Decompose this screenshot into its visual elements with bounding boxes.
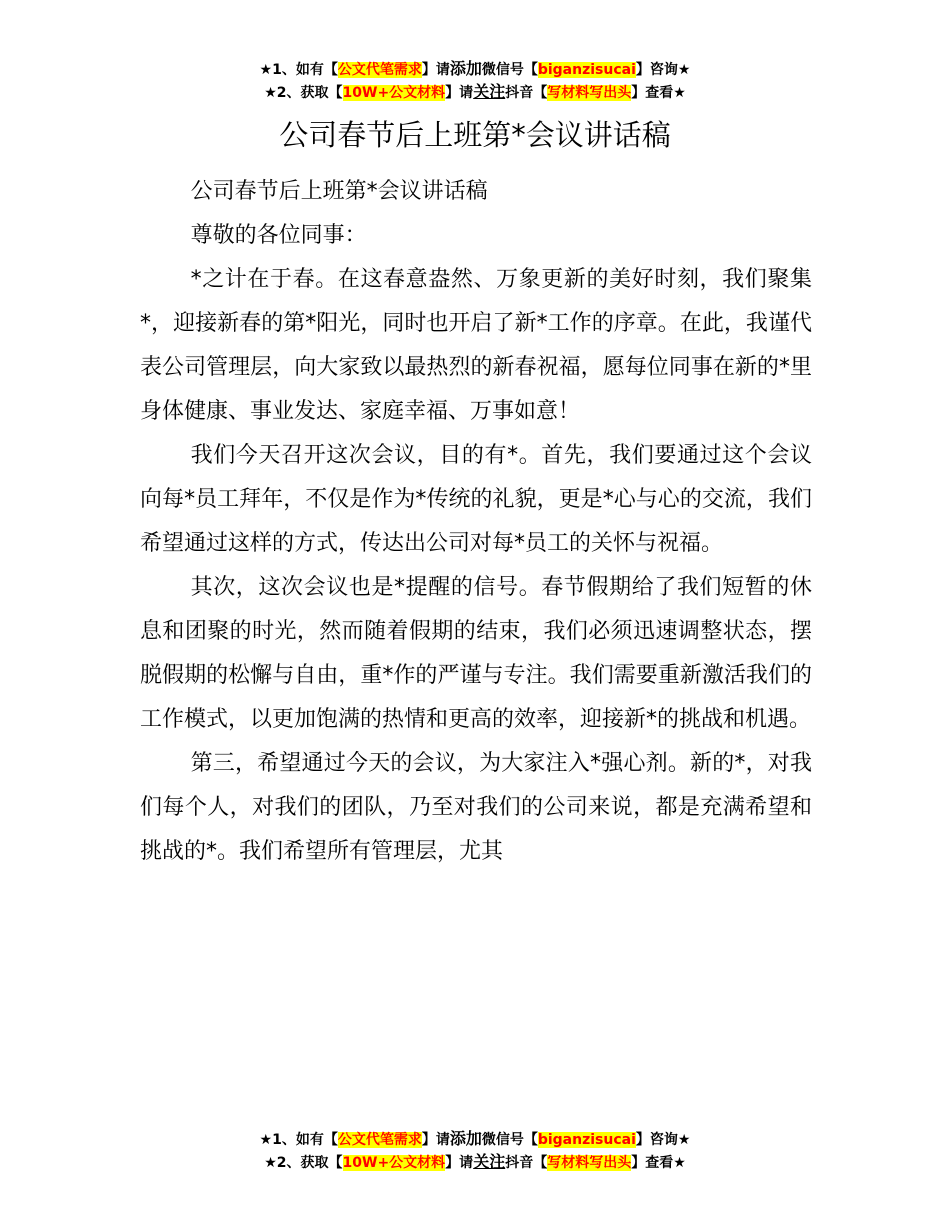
banner-emphasis: 关注 [473,82,506,101]
banner-line-2 [0,81,950,104]
banner-highlight: 10W+公文材料 [342,1155,446,1171]
banner-text: 微信号【 [481,1132,538,1148]
banner-text: 】请 [445,85,474,101]
banner-highlight: 公文代笔需求 [337,62,422,78]
paragraph: 我们今天召开这次会议，目的有*。首先，我们要通过这个会议向每*员工拜年，不仅是作为*传统的礼貌，更是*心与心的交流，我们希望通过这样的方式，传达出公司对每*员工的关怀与祝福。 [140,443,812,556]
banner-emphasis: 关注 [473,1152,506,1171]
banner-text: 抖音【 [505,85,548,101]
banner-text: ★2、获取【 [264,85,343,101]
banner-highlight: 写材料写出头 [547,85,632,101]
banner-text: ★1、如有【 [259,1132,338,1148]
paragraph: 第三，希望通过今天的会议，为大家注入*强心剂。新的*，对我们每个人，对我们的团队，乃至对我们的公司来说，都是充满希望和挑战的*。我们希望所有管理层，尤其 [140,751,812,864]
banner-text: 】查看★ [631,1155,686,1171]
banner-line-1 [0,58,950,81]
banner-text: 】请 [445,1155,474,1171]
banner-text: ★2、获取【 [264,1155,343,1171]
banner-text: 】请 [421,62,450,78]
paragraph-subtitle: 公司春节后上班第*会议讲话稿 [190,179,488,204]
banner-text: 抖音【 [505,1155,548,1171]
paragraph: *之计在于春。在这春意盎然、万象更新的美好时刻，我们聚集*，迎接新春的第*阳光，同时也开启了新*工作的序章。在此，我谨代表公司管理层，向大家致以最热烈的新春祝福，愿每位同事在新的*里身体健康、事业发达、家庭幸福、万事如意！ [140,267,812,424]
banner-text: ★1、如有【 [259,62,338,78]
banner-line-2 [0,1151,950,1174]
header-banner [0,58,950,104]
banner-highlight: 公文代笔需求 [337,1132,422,1148]
banner-text: 微信号【 [481,62,538,78]
banner-text: 】咨询★ [635,62,691,78]
paragraph: 其次，这次会议也是*提醒的信号。春节假期给了我们短暂的休息和团聚的时光，然而随着假期的结束，我们必须迅速调整状态，摆脱假期的松懈与自由，重*作的严谨与专注。我们需要重新激活我们的工作模式，以更加饱满的热情和更高的效率，迎接新*的挑战和机遇。 [140,575,812,732]
banner-emphasis: 添加 [449,1129,482,1148]
banner-text: 】请 [421,1132,450,1148]
banner-text: 】查看★ [631,85,686,101]
banner-highlight: 写材料写出头 [547,1155,632,1171]
document-body [140,170,812,874]
banner-emphasis: 添加 [449,59,482,78]
paragraph-salutation: 尊敬的各位同事： [190,223,367,248]
banner-highlight: 10W+公文材料 [342,85,446,101]
banner-line-1 [0,1128,950,1151]
footer-banner [0,1128,950,1174]
banner-highlight: biganzisucai [537,1132,636,1148]
banner-text: 】咨询★ [635,1132,691,1148]
document-title: 公司春节后上班第*会议讲话稿 [279,118,671,152]
banner-highlight: biganzisucai [537,62,636,78]
